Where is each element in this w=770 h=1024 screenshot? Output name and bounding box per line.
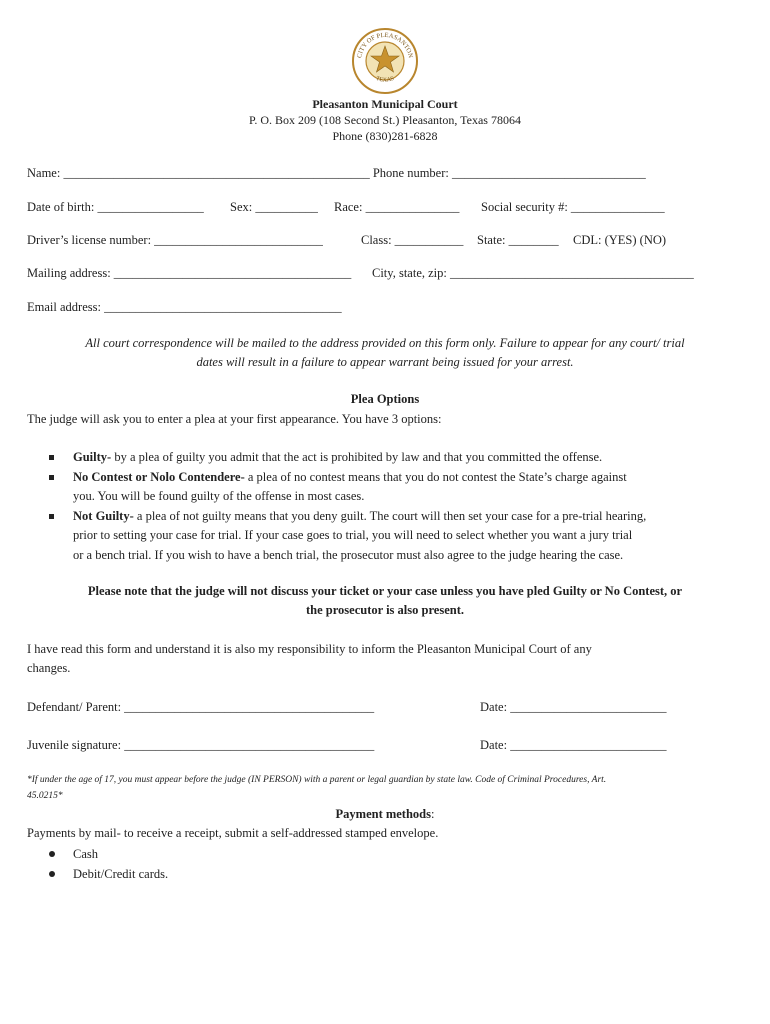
payment-methods-heading: Payment methods:	[335, 807, 435, 821]
juvenile-footnote-line2: 45.0215*	[27, 791, 63, 801]
mailing-address-field[interactable]: Mailing address: ______________________________________	[27, 266, 352, 280]
date-of-birth-field[interactable]: Date of birth: _________________	[27, 200, 204, 214]
plea-option-not-guilty: Not Guilty- a plea of not guilty means that you deny guilt. The court will then set your case for a pre-trial hearing, prior to setting your case for trial. If your case goes to trial, you will need to select whether you want a jury trial or a bench trial. If you wish to have a bench trial, the prosecutor must also agree to the judge hearing the case.	[45, 507, 745, 566]
judge-notice-line1: Please note that the judge will not discuss your ticket or your case unless you have pled Guilty or No Contest, or	[87, 584, 683, 598]
plea-option-no-contest: No Contest or Nolo Contendere- a plea of no contest means that you do not contest the State’s charge against you. You will be found guilty of the offense in most cases.	[45, 468, 745, 507]
bullet-square-icon	[49, 475, 54, 480]
judge-notice-line2: the prosecutor is also present.	[306, 603, 464, 617]
city-seal-logo	[351, 27, 419, 95]
bullet-square-icon	[49, 514, 54, 519]
payment-method-cash: Cash	[45, 844, 168, 864]
defendant-parent-signature[interactable]: Defendant/ Parent: ________________________________________	[27, 700, 375, 714]
drivers-license-field[interactable]: Driver’s license number: ___________________________	[27, 233, 323, 247]
acknowledgement-line1: I have read this form and understand it is also my responsibility to inform the Pleasanton Municipal Court of any	[27, 642, 592, 656]
license-class-field[interactable]: Class: ___________	[361, 233, 464, 247]
acknowledgement-line2: changes.	[27, 661, 71, 675]
email-address-field[interactable]: Email address: ______________________________________	[27, 300, 342, 314]
city-state-zip-field[interactable]: City, state, zip: _______________________________________	[372, 266, 694, 280]
seal-ring-text-top: CITY OF PLEASANTON	[356, 31, 414, 59]
plea-options-list	[45, 448, 745, 565]
payment-method-cards: Debit/Credit cards.	[45, 864, 168, 884]
correspondence-warning-line1: All court correspondence will be mailed to the address provided on this form only. Failure to appear for any court/ trial	[85, 336, 685, 350]
payment-methods-list	[45, 844, 168, 884]
sex-field[interactable]: Sex: __________	[230, 200, 318, 214]
defendant-date-field[interactable]: Date: _________________________	[480, 700, 667, 714]
juvenile-footnote-line1: *If under the age of 17, you must appear before the judge (IN PERSON) with a parent or legal guardian by state law. Code of Criminal Procedures, Art.	[27, 775, 607, 785]
plea-options-heading: Plea Options	[350, 392, 420, 406]
plea-intro: The judge will ask you to enter a plea at your first appearance. You have 3 options:	[27, 412, 442, 426]
race-field[interactable]: Race: _______________	[334, 200, 460, 214]
court-phone: Phone (830)281-6828	[332, 129, 438, 143]
license-state-field[interactable]: State: ________	[477, 233, 559, 247]
bullet-square-icon	[49, 455, 54, 460]
court-name: Pleasanton Municipal Court	[312, 97, 458, 111]
seal-ring-text-bottom: TEXAS	[374, 75, 396, 84]
name-phone-field[interactable]: Name: _________________________________________________ Phone number: _______________________________	[27, 166, 646, 180]
plea-option-guilty: Guilty- by a plea of guilty you admit that the act is prohibited by law and that you committed the offense.	[45, 448, 745, 468]
cdl-option[interactable]: CDL: (YES) (NO)	[573, 233, 667, 247]
social-security-field[interactable]: Social security #: _______________	[481, 200, 665, 214]
bullet-dot-icon	[49, 851, 55, 857]
correspondence-warning-line2: dates will result in a failure to appear warrant being issued for your arrest.	[196, 355, 574, 369]
court-address: P. O. Box 209 (108 Second St.) Pleasanton, Texas 78064	[249, 113, 521, 127]
bullet-dot-icon	[49, 871, 55, 877]
payment-intro: Payments by mail- to receive a receipt, submit a self-addressed stamped envelope.	[27, 826, 439, 840]
juvenile-signature[interactable]: Juvenile signature: ________________________________________	[27, 738, 375, 752]
juvenile-date-field[interactable]: Date: _________________________	[480, 738, 667, 752]
